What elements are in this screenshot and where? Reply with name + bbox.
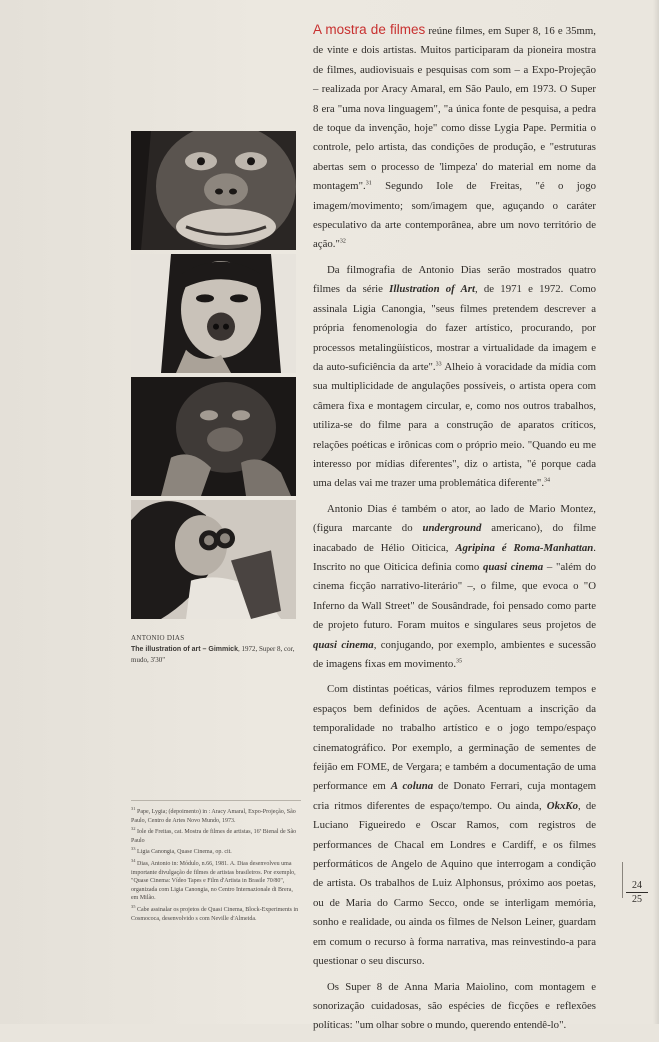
paragraph-4 — [313, 680, 596, 971]
paragraph-text: reúne filmes, em Super 8, 16 e 35mm, de vinte e dois artistas. Muitos participaram da pioneira mostra de filmes, audiovisuais e pesquisas com som – a Expo-Projeção – realizada por Aracy Amaral, em São Paulo, em 1973. O Super 8 era "uma nova linguagem", "a única fonte de pesquisa, a pedra de toque da invenção, hoje" como disse Lygia Pape. Permitia o controle, pelo artista, das condições de produção, e "estruturas abertas sem o processo de 'limpeza' do material em nome da montagem". — [313, 25, 596, 193]
footnote-ref: 31 — [365, 180, 372, 187]
footnote-text: Cabe assinalar os projetos de Quasi Cinema, Block-Experiments in Cosmococa, desenvolvido s com Neville d'Almeida. — [131, 906, 299, 922]
paragraph-text: Da filmografia de Antonio Dias serão mostrados quatro filmes da série — [313, 263, 596, 296]
section-lead-heading: A mostra de filmes — [313, 22, 426, 37]
footnote-text: Iole de Freitas, cat. Mostra de filmes de artistas, 16ª Bienal de São Paulo — [131, 829, 297, 844]
emphasis: quasi cinema — [483, 560, 544, 573]
page-number-divider — [626, 892, 648, 893]
footnote-ref: 33 — [435, 361, 442, 368]
page-number-left: 24 — [632, 880, 642, 891]
footnote-number: 35 — [131, 903, 136, 909]
footnote — [131, 857, 301, 903]
film-still-chimpanzee — [131, 131, 296, 250]
footnote-text: Pape, Lygia; (depoimento) in : Aracy Amaral, Expo-Projeção, São Paulo, Centro de Artes Novo Mundo, 1973. — [131, 809, 296, 824]
paragraph-text: americano), do filme inacabado de Hélio Oiticica, — [313, 522, 596, 554]
paragraph-text: Antonio Dias é também o ator, ao lado de Mario Montez, (figura marcante do — [313, 502, 596, 535]
paragraph-text: , de Luciano Figueiredo e Oscar Ramos, com registros de performances de Chacal em Londres e Cardiff, e os filmes performáticos de Angelo de Aquino que interrogam a condição de artista. Os trabalhos de Luiz Alphonsus, próximo aos poetas, ou de Maria do Carmo Secco, onde se interligam memória, sonho e realidade, ou ainda os filmes de Nelson Leiner, guardam em comum o recurso à forma narrativa, mas reinvestindo-a para questionar o seu discurso. — [313, 799, 597, 968]
footnotes — [131, 800, 301, 923]
caption-artist: ANTONIO DIAS — [131, 634, 185, 642]
footnote-number: 34 — [131, 857, 136, 863]
footnote-number: 31 — [131, 806, 136, 811]
emphasis: underground — [422, 522, 482, 535]
film-title: Agripina é Roma-Manhattan — [455, 541, 594, 554]
footnote — [131, 903, 301, 923]
page-number-right: 25 — [632, 894, 642, 905]
film-title: OkxKo — [546, 799, 578, 812]
paragraph-text: Segundo Iole de Freitas, "é o jogo imagem/movimento; som/imagem que, aguçando o caráter especulativo da arte contemporânea, abre um novo território de ação." — [313, 180, 596, 251]
paragraph-text: , conjugando, por exemplo, ambientes e sucessão de imagens fixas em movimento. — [313, 638, 596, 670]
film-title: A coluna — [390, 780, 434, 793]
paragraph-5 — [313, 978, 596, 1036]
film-still-man-with-nose — [131, 254, 296, 373]
paragraph-text: Com distintas poéticas, vários filmes reproduzem tempos e espaços bem definidos de ações. Acentuam a inscrição da temporalidade no trabalho artístico e o jogo tempo/espaço cinematográfico. Por exemplo, a germinação de sementes de feijão em FOME, de Vergara; e também a documentação de uma performance em — [313, 683, 596, 793]
caption-work-title: The illustration of art – Gimmick — [131, 646, 238, 653]
emphasis: quasi cinema — [313, 638, 374, 651]
series-title: Illustration of Art — [389, 283, 475, 296]
paragraph-text: . Inscrito no que Oiticica definia como — [313, 541, 596, 573]
footnote-ref: 35 — [456, 658, 463, 665]
footnote-number: 32 — [131, 826, 136, 832]
paragraph-text: , de 1971 e 1972. Como assinala Ligia Canongia, "seus filmes pretendem descrever a própria fenomenologia do fazer artístico, procurando, por processos metalingüísticos, mostrar a virtualidade da imagem e da auto-suficiência da arte". — [313, 283, 596, 373]
page-fold-shadow — [653, 0, 659, 1024]
paragraph-text: – "além do cinema ficção narrativo-literário" –, o filme, que evoca o "O Inferno da Wall Street" de Sousândrade, foi pensado como parte de projeto futuro. Foram muitos e singulares seus projetos de — [313, 560, 596, 632]
paragraph-text: Alheio à voracidade da mídia com sua multiplicidade de angulações possíveis, o artista opera com câmera fixa e montagem circular, e, como nos outros trabalhos, utiliza-se do filme para a construção de aparatos críticos, relações poéticas e irônicas com o próprio meio. "Quando eu me interesso por mídias diferentes", diz o artista, "é porque cada uma delas vai me trazer uma problemática diferente". — [313, 360, 596, 490]
paragraph-1 — [313, 20, 596, 255]
film-stills-strip — [131, 131, 296, 619]
caption-details: , 1972, Super 8, cor, mudo, 3'30" — [131, 645, 295, 664]
footnote — [131, 805, 301, 825]
footnote-text: Ligia Canongia, Quase Cinema, op. cit. — [137, 849, 232, 856]
article-body — [313, 20, 596, 1042]
page-number-rule — [622, 862, 623, 898]
footnote-ref: 32 — [339, 238, 346, 245]
paragraph-3 — [313, 500, 596, 675]
footnote — [131, 825, 301, 845]
film-still-woman-profile — [131, 500, 296, 619]
page-numbers — [622, 880, 652, 905]
paragraph-text: Os Super 8 de Anna Maria Maiolino, com montagem e sonorização cuidadosas, são espécies de ficções e reflexões políticas: "um olhar sobre o mundo, querendo entendê-lo". — [313, 980, 596, 1032]
paragraph-text: de Donato Ferrari, cuja montagem cria ritmos diferentes de espaço/tempo. Ou ainda, — [313, 780, 597, 812]
photo-caption — [131, 633, 299, 666]
footnote-text: Dias, Antonio in: Módulo, n.66, 1981. A. Dias desenvolveu uma importante divulgação de filmes de artistas brasileiros. Por exemplo, "Quase Cinema: Vídeo Tapes e Film d'Artista in Brasile 70/80", organizada com Ligia Canongia, no Centro Internazionale di Brera, em Milão. — [131, 860, 296, 902]
paragraph-2 — [313, 261, 596, 494]
film-still-chimp-dark — [131, 377, 296, 496]
footnote — [131, 845, 301, 857]
footnote-ref: 34 — [544, 477, 551, 484]
footnote-number: 33 — [131, 846, 136, 852]
